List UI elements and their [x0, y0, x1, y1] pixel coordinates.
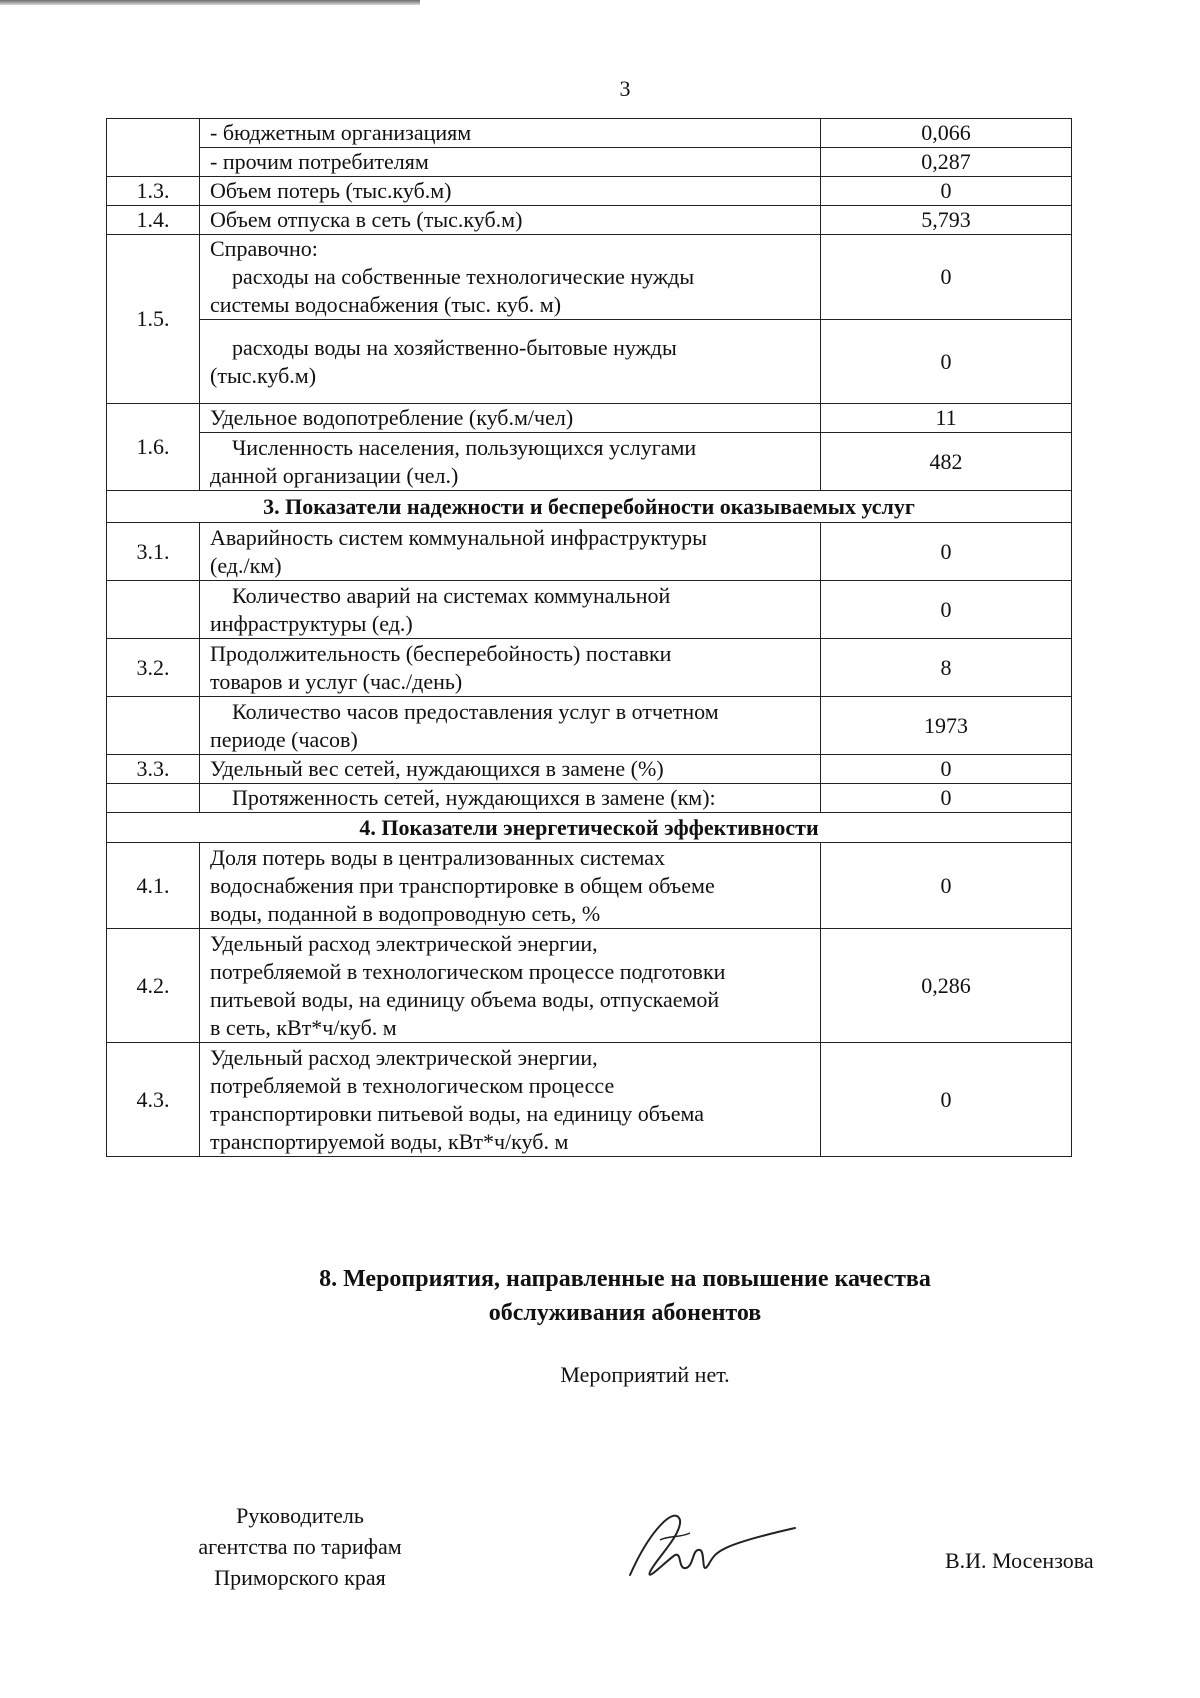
- row-label: [200, 1043, 821, 1157]
- row-label-line: расходы воды на хозяйственно-бытовые нужды: [232, 334, 677, 360]
- row-number: [107, 697, 200, 755]
- table-section-row: [107, 813, 1072, 843]
- row-number: 1.4.: [107, 206, 200, 235]
- row-label: [200, 581, 821, 639]
- row-number: 3.3.: [107, 755, 200, 784]
- signer-position-line: агентства по тарифам: [198, 1534, 402, 1559]
- row-value: 0,066: [821, 119, 1072, 148]
- table-row: [107, 697, 1072, 755]
- section-8-title: [0, 1262, 1200, 1330]
- row-label-line: (ед./км): [210, 552, 282, 578]
- row-number: [107, 784, 200, 813]
- row-number: [107, 119, 200, 177]
- table-row: [107, 148, 1072, 177]
- row-label: [200, 755, 821, 784]
- row-label-line: Справочно:: [210, 236, 318, 261]
- row-label-line: данной организации (чел.): [210, 462, 459, 488]
- row-label-line: системы водоснабжения (тыс. куб. м): [210, 292, 562, 317]
- row-value: 0: [821, 320, 1072, 404]
- row-value: 0: [821, 581, 1072, 639]
- table-row: [107, 523, 1072, 581]
- row-value: 0: [821, 755, 1072, 784]
- table-row: [107, 177, 1072, 206]
- row-label-line: Аварийность систем коммунальной инфраструктуры: [210, 524, 707, 550]
- row-label-line: Продолжительность (бесперебойность) поставки: [210, 640, 672, 666]
- row-label: [200, 639, 821, 697]
- scan-edge-artifact: [0, 0, 420, 5]
- row-value: 8: [821, 639, 1072, 697]
- section-3-rows: [107, 523, 1072, 813]
- row-label-line: Количество аварий на системах коммунальной: [232, 582, 671, 608]
- table-row: [107, 119, 1072, 148]
- indicators-table: [106, 118, 1072, 1157]
- table-row: [107, 843, 1072, 929]
- row-label-line: потребляемой в технологическом процессе: [210, 1072, 615, 1098]
- row-number: 3.2.: [107, 639, 200, 697]
- row-value: 5,793: [821, 206, 1072, 235]
- table-row: [107, 206, 1072, 235]
- table-row: [107, 433, 1072, 491]
- row-label-line: Численность населения, пользующихся услугами: [232, 434, 697, 460]
- row-label-line: (тыс.куб.м): [210, 362, 317, 388]
- row-label-line: питьевой воды, на единицу объема воды, отпускаемой: [210, 986, 720, 1012]
- row-label: [200, 235, 821, 320]
- row-value: 0,286: [821, 929, 1072, 1043]
- table-row: [107, 581, 1072, 639]
- row-value: 0: [821, 523, 1072, 581]
- table-row: [107, 639, 1072, 697]
- row-label: Объем отпуска в сеть (тыс.куб.м): [200, 206, 821, 235]
- row-label-line: Удельный расход электрической энергии,: [210, 1044, 598, 1070]
- section-heading-4: 4. Показатели энергетической эффективности: [107, 813, 1072, 843]
- row-number: 4.2.: [107, 929, 200, 1043]
- row-label-line: Удельный расход электрической энергии,: [210, 930, 598, 956]
- row-label-line: Доля потерь воды в централизованных системах: [210, 844, 666, 870]
- row-label: - бюджетным организациям: [200, 119, 821, 148]
- row-value: 0: [821, 784, 1072, 813]
- table-row: [107, 784, 1072, 813]
- signer-name: В.И. Мосензова: [945, 1548, 1094, 1573]
- row-label-line: Протяженность сетей, нуждающихся в замене (км):: [232, 785, 716, 810]
- row-number: 1.5.: [107, 235, 200, 404]
- row-label: [200, 929, 821, 1043]
- row-label: [200, 320, 821, 404]
- row-label: Объем потерь (тыс.куб.м): [200, 177, 821, 206]
- row-value: 0: [821, 235, 1072, 320]
- row-label: - прочим потребителям: [200, 148, 821, 177]
- row-label-line: Удельный вес сетей, нуждающихся в замене (%): [210, 756, 664, 781]
- row-label-line: транспортируемой воды, кВт*ч/куб. м: [210, 1128, 569, 1154]
- row-value: 0,287: [821, 148, 1072, 177]
- section-8-title-line: 8. Мероприятия, направленные на повышение качества: [319, 1266, 931, 1292]
- row-value: 0: [821, 1043, 1072, 1157]
- row-label-line: потребляемой в технологическом процессе подготовки: [210, 958, 726, 984]
- row-label: Удельное водопотребление (куб.м/чел): [200, 404, 821, 433]
- row-value: 482: [821, 433, 1072, 491]
- page-number: 3: [619, 76, 631, 101]
- row-number: [107, 581, 200, 639]
- row-label-line: воды, поданной в водопроводную сеть, %: [210, 900, 601, 926]
- row-label-line: расходы на собственные технологические нужды: [232, 264, 695, 289]
- section-8-title-line: обслуживания абонентов: [488, 1300, 762, 1326]
- row-label-line: Количество часов предоставления услуг в отчетном: [232, 698, 719, 724]
- row-label-line: водоснабжения при транспортировке в общем объеме: [210, 872, 715, 898]
- row-label-line: периоде (часов): [210, 726, 358, 752]
- row-value: 1973: [821, 697, 1072, 755]
- section-4-rows: [107, 843, 1072, 1157]
- table-section-row: [107, 491, 1072, 523]
- table-row: [107, 1043, 1072, 1157]
- signer-position-line: Руководитель: [236, 1503, 364, 1528]
- table-row: [107, 235, 1072, 320]
- table-row: [107, 929, 1072, 1043]
- row-number: 4.3.: [107, 1043, 200, 1157]
- row-value: 11: [821, 404, 1072, 433]
- row-label-line: инфраструктуры (ед.): [210, 610, 413, 636]
- signer-position: [150, 1500, 450, 1593]
- row-label: [200, 697, 821, 755]
- table-row: [107, 404, 1072, 433]
- row-number: 3.1.: [107, 523, 200, 581]
- row-label: [200, 433, 821, 491]
- row-label: [200, 523, 821, 581]
- row-label: [200, 784, 821, 813]
- row-label: [200, 843, 821, 929]
- row-value: 0: [821, 843, 1072, 929]
- row-number: 1.6.: [107, 404, 200, 491]
- row-number: 1.3.: [107, 177, 200, 206]
- row-label-line: товаров и услуг (час./день): [210, 668, 463, 694]
- row-number: 4.1.: [107, 843, 200, 929]
- section-heading-3: 3. Показатели надежности и бесперебойности оказываемых услуг: [107, 491, 1072, 523]
- table-row: [107, 320, 1072, 404]
- section-8-text: Мероприятий нет.: [560, 1362, 730, 1387]
- row-value: 0: [821, 177, 1072, 206]
- handwritten-signature: [620, 1500, 800, 1590]
- signer-position-line: Приморского края: [214, 1565, 386, 1590]
- table-row: [107, 755, 1072, 784]
- row-label-line: в сеть, кВт*ч/куб. м: [210, 1014, 397, 1040]
- row-label-line: транспортировки питьевой воды, на единицу объема: [210, 1100, 705, 1126]
